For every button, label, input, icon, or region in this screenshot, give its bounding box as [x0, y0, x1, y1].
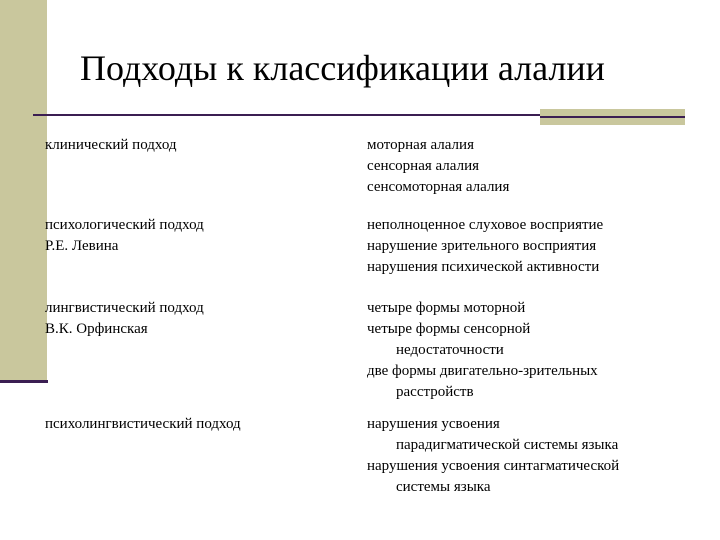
form-text: две формы двигательно-зрительных	[367, 363, 598, 379]
form-text: парадигматической системы языка	[396, 437, 619, 453]
slide-title: Подходы к классификации алалии	[80, 48, 605, 88]
form-text: сенсомоторная алалия	[367, 179, 510, 195]
form-text: недостаточности	[396, 342, 504, 358]
form-text: четыре формы сенсорной	[367, 321, 531, 337]
forms-cell-psychological	[367, 215, 603, 278]
approach-author: Р.Е. Левина	[45, 238, 119, 254]
forms-cell-psycholinguistic	[367, 414, 619, 498]
form-text: сенсорная алалия	[367, 158, 479, 174]
decorative-side-bar	[0, 0, 47, 382]
approach-cell-psycholinguistic	[45, 414, 241, 435]
forms-cell-clinical	[367, 135, 509, 198]
approach-cell-linguistic	[45, 298, 204, 340]
form-text: системы языка	[396, 479, 491, 495]
approach-author: В.К. Орфинская	[45, 321, 148, 337]
form-text: четыре формы моторной	[367, 300, 526, 316]
approach-cell-psychological	[45, 215, 204, 257]
divider-accent-line	[540, 116, 685, 118]
approach-text: лингвистический подход	[45, 300, 204, 316]
form-text: неполноценное слуховое восприятие	[367, 217, 604, 233]
approach-text: психологический подход	[45, 217, 204, 233]
approach-text: психолингвистический подход	[45, 416, 241, 432]
form-text: нарушения усвоения синтагматической	[367, 458, 620, 474]
form-text: нарушения психической активности	[367, 259, 600, 275]
form-text: нарушение зрительного восприятия	[367, 238, 597, 254]
approach-cell-clinical	[45, 135, 177, 156]
form-text: нарушения усвоения	[367, 416, 500, 432]
approach-text: клинический подход	[45, 137, 177, 153]
forms-cell-linguistic	[367, 298, 598, 403]
form-text: расстройств	[396, 384, 474, 400]
decorative-side-bar-line	[0, 380, 48, 383]
form-text: моторная алалия	[367, 137, 474, 153]
